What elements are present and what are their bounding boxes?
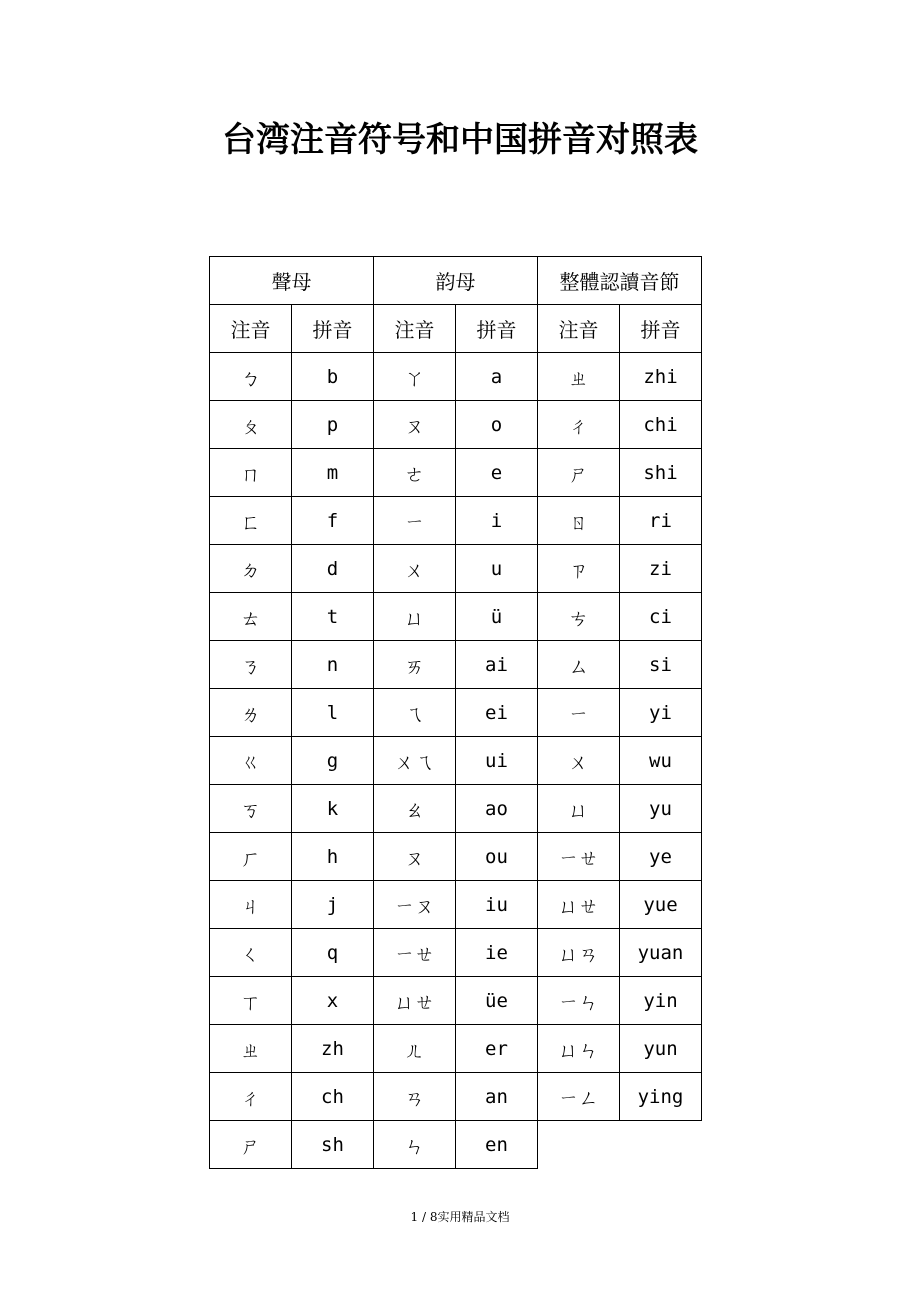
initial-zhuyin-cell: ㄇ — [210, 449, 292, 497]
initial-pinyin-cell: k — [292, 785, 374, 833]
initial-pinyin-cell: p — [292, 401, 374, 449]
group-header-initials: 聲母 — [210, 257, 374, 305]
table-row — [210, 929, 702, 977]
table-row — [210, 833, 702, 881]
initial-zhuyin-cell: ㄑ — [210, 929, 292, 977]
initial-pinyin-cell: q — [292, 929, 374, 977]
final-pinyin-cell: a — [456, 353, 538, 401]
final-pinyin-cell: i — [456, 497, 538, 545]
initial-zhuyin-cell: ㄍ — [210, 737, 292, 785]
final-pinyin-cell: ao — [456, 785, 538, 833]
syllable-zhuyin-cell: ㄗ — [538, 545, 620, 593]
initial-zhuyin-cell: ㄕ — [210, 1121, 292, 1169]
group-header-finals: 韵母 — [374, 257, 538, 305]
initial-zhuyin-cell: ㄏ — [210, 833, 292, 881]
final-pinyin-cell: ü — [456, 593, 538, 641]
initial-zhuyin-cell: ㄈ — [210, 497, 292, 545]
final-pinyin-cell: iu — [456, 881, 538, 929]
syllable-pinyin-cell: zi — [620, 545, 702, 593]
syllable-pinyin-cell: yuan — [620, 929, 702, 977]
table-row — [210, 785, 702, 833]
sub-header-zhuyin: 注音 — [374, 305, 456, 353]
syllable-zhuyin-cell: ㄩㄝ — [538, 881, 620, 929]
sub-header-zhuyin: 注音 — [210, 305, 292, 353]
syllable-zhuyin-cell: ㄔ — [538, 401, 620, 449]
sub-header-pinyin: 拼音 — [292, 305, 374, 353]
table-row — [210, 881, 702, 929]
final-pinyin-cell: ei — [456, 689, 538, 737]
syllable-pinyin-cell: yi — [620, 689, 702, 737]
final-pinyin-cell: en — [456, 1121, 538, 1169]
sub-header-zhuyin: 注音 — [538, 305, 620, 353]
syllable-zhuyin-cell: ㄩㄢ — [538, 929, 620, 977]
final-zhuyin-cell: ㄧ — [374, 497, 456, 545]
syllable-zhuyin-cell: ㄖ — [538, 497, 620, 545]
empty-cell — [620, 1121, 702, 1169]
syllable-zhuyin-cell: ㄧㄣ — [538, 977, 620, 1025]
final-zhuyin-cell: ㄢ — [374, 1073, 456, 1121]
sub-header-pinyin: 拼音 — [620, 305, 702, 353]
final-zhuyin-cell: ㄣ — [374, 1121, 456, 1169]
final-pinyin-cell: ui — [456, 737, 538, 785]
initial-pinyin-cell: n — [292, 641, 374, 689]
table-row — [210, 737, 702, 785]
syllable-zhuyin-cell: ㄧㄥ — [538, 1073, 620, 1121]
syllable-pinyin-cell: yun — [620, 1025, 702, 1073]
syllable-pinyin-cell: yu — [620, 785, 702, 833]
syllable-pinyin-cell: yin — [620, 977, 702, 1025]
sub-header-pinyin: 拼音 — [456, 305, 538, 353]
initial-zhuyin-cell: ㄔ — [210, 1073, 292, 1121]
group-header-whole-syllables: 整體認讀音節 — [538, 257, 702, 305]
syllable-pinyin-cell: ri — [620, 497, 702, 545]
initial-pinyin-cell: g — [292, 737, 374, 785]
initial-pinyin-cell: x — [292, 977, 374, 1025]
page-footer: 1 / 8实用精品文档 — [410, 1210, 510, 1224]
final-zhuyin-cell: ㄧㄡ — [374, 881, 456, 929]
initial-pinyin-cell: d — [292, 545, 374, 593]
final-zhuyin-cell: ㄨㄟ — [374, 737, 456, 785]
table-row — [210, 641, 702, 689]
final-zhuyin-cell: ㄨ — [374, 545, 456, 593]
initial-zhuyin-cell: ㄊ — [210, 593, 292, 641]
syllable-zhuyin-cell: ㄘ — [538, 593, 620, 641]
final-pinyin-cell: u — [456, 545, 538, 593]
syllable-zhuyin-cell: ㄩ — [538, 785, 620, 833]
initial-pinyin-cell: ch — [292, 1073, 374, 1121]
table-row — [210, 689, 702, 737]
table-row — [210, 545, 702, 593]
initial-zhuyin-cell: ㄆ — [210, 401, 292, 449]
syllable-pinyin-cell: si — [620, 641, 702, 689]
initial-zhuyin-cell: ㄋ — [210, 641, 292, 689]
initial-zhuyin-cell: ㄐ — [210, 881, 292, 929]
syllable-zhuyin-cell: ㄨ — [538, 737, 620, 785]
initial-pinyin-cell: f — [292, 497, 374, 545]
initial-pinyin-cell: t — [292, 593, 374, 641]
syllable-zhuyin-cell: ㄙ — [538, 641, 620, 689]
empty-cell — [538, 1121, 620, 1169]
sub-header-row — [210, 305, 702, 353]
syllable-zhuyin-cell: ㄩㄣ — [538, 1025, 620, 1073]
syllable-zhuyin-cell: ㄧㄝ — [538, 833, 620, 881]
final-zhuyin-cell: ㄜ — [374, 449, 456, 497]
syllable-zhuyin-cell: ㄓ — [538, 353, 620, 401]
initial-zhuyin-cell: ㄌ — [210, 689, 292, 737]
final-zhuyin-cell: ㄦ — [374, 1025, 456, 1073]
zhuyin-pinyin-table — [209, 256, 702, 1169]
syllable-pinyin-cell: zhi — [620, 353, 702, 401]
table-row — [210, 449, 702, 497]
table-row — [210, 1121, 702, 1169]
syllable-pinyin-cell: chi — [620, 401, 702, 449]
initial-pinyin-cell: h — [292, 833, 374, 881]
table-row — [210, 1073, 702, 1121]
initial-zhuyin-cell: ㄒ — [210, 977, 292, 1025]
final-zhuyin-cell: ㄞ — [374, 641, 456, 689]
initial-zhuyin-cell: ㄓ — [210, 1025, 292, 1073]
final-pinyin-cell: an — [456, 1073, 538, 1121]
final-zhuyin-cell: ㄡ — [374, 401, 456, 449]
final-zhuyin-cell: ㄠ — [374, 785, 456, 833]
final-zhuyin-cell: ㄟ — [374, 689, 456, 737]
initial-pinyin-cell: zh — [292, 1025, 374, 1073]
syllable-zhuyin-cell: ㄧ — [538, 689, 620, 737]
syllable-pinyin-cell: yue — [620, 881, 702, 929]
group-header-row — [210, 257, 702, 305]
table-row — [210, 977, 702, 1025]
table-row — [210, 401, 702, 449]
syllable-pinyin-cell: ye — [620, 833, 702, 881]
table-row — [210, 353, 702, 401]
table-row — [210, 1025, 702, 1073]
table-row — [210, 593, 702, 641]
final-pinyin-cell: er — [456, 1025, 538, 1073]
syllable-pinyin-cell: shi — [620, 449, 702, 497]
final-pinyin-cell: e — [456, 449, 538, 497]
initial-pinyin-cell: j — [292, 881, 374, 929]
final-pinyin-cell: o — [456, 401, 538, 449]
syllable-pinyin-cell: wu — [620, 737, 702, 785]
final-pinyin-cell: üe — [456, 977, 538, 1025]
initial-zhuyin-cell: ㄎ — [210, 785, 292, 833]
page-title: 台湾注音符号和中国拼音对照表 — [222, 120, 698, 160]
syllable-zhuyin-cell: ㄕ — [538, 449, 620, 497]
syllable-pinyin-cell: ci — [620, 593, 702, 641]
final-zhuyin-cell: ㄡ — [374, 833, 456, 881]
final-pinyin-cell: ou — [456, 833, 538, 881]
final-zhuyin-cell: ㄩ — [374, 593, 456, 641]
initial-pinyin-cell: l — [292, 689, 374, 737]
final-zhuyin-cell: ㄩㄝ — [374, 977, 456, 1025]
initial-zhuyin-cell: ㄉ — [210, 545, 292, 593]
final-pinyin-cell: ie — [456, 929, 538, 977]
initial-pinyin-cell: sh — [292, 1121, 374, 1169]
initial-zhuyin-cell: ㄅ — [210, 353, 292, 401]
initial-pinyin-cell: b — [292, 353, 374, 401]
table-row — [210, 497, 702, 545]
syllable-pinyin-cell: ying — [620, 1073, 702, 1121]
initial-pinyin-cell: m — [292, 449, 374, 497]
final-zhuyin-cell: ㄧㄝ — [374, 929, 456, 977]
final-pinyin-cell: ai — [456, 641, 538, 689]
final-zhuyin-cell: ㄚ — [374, 353, 456, 401]
